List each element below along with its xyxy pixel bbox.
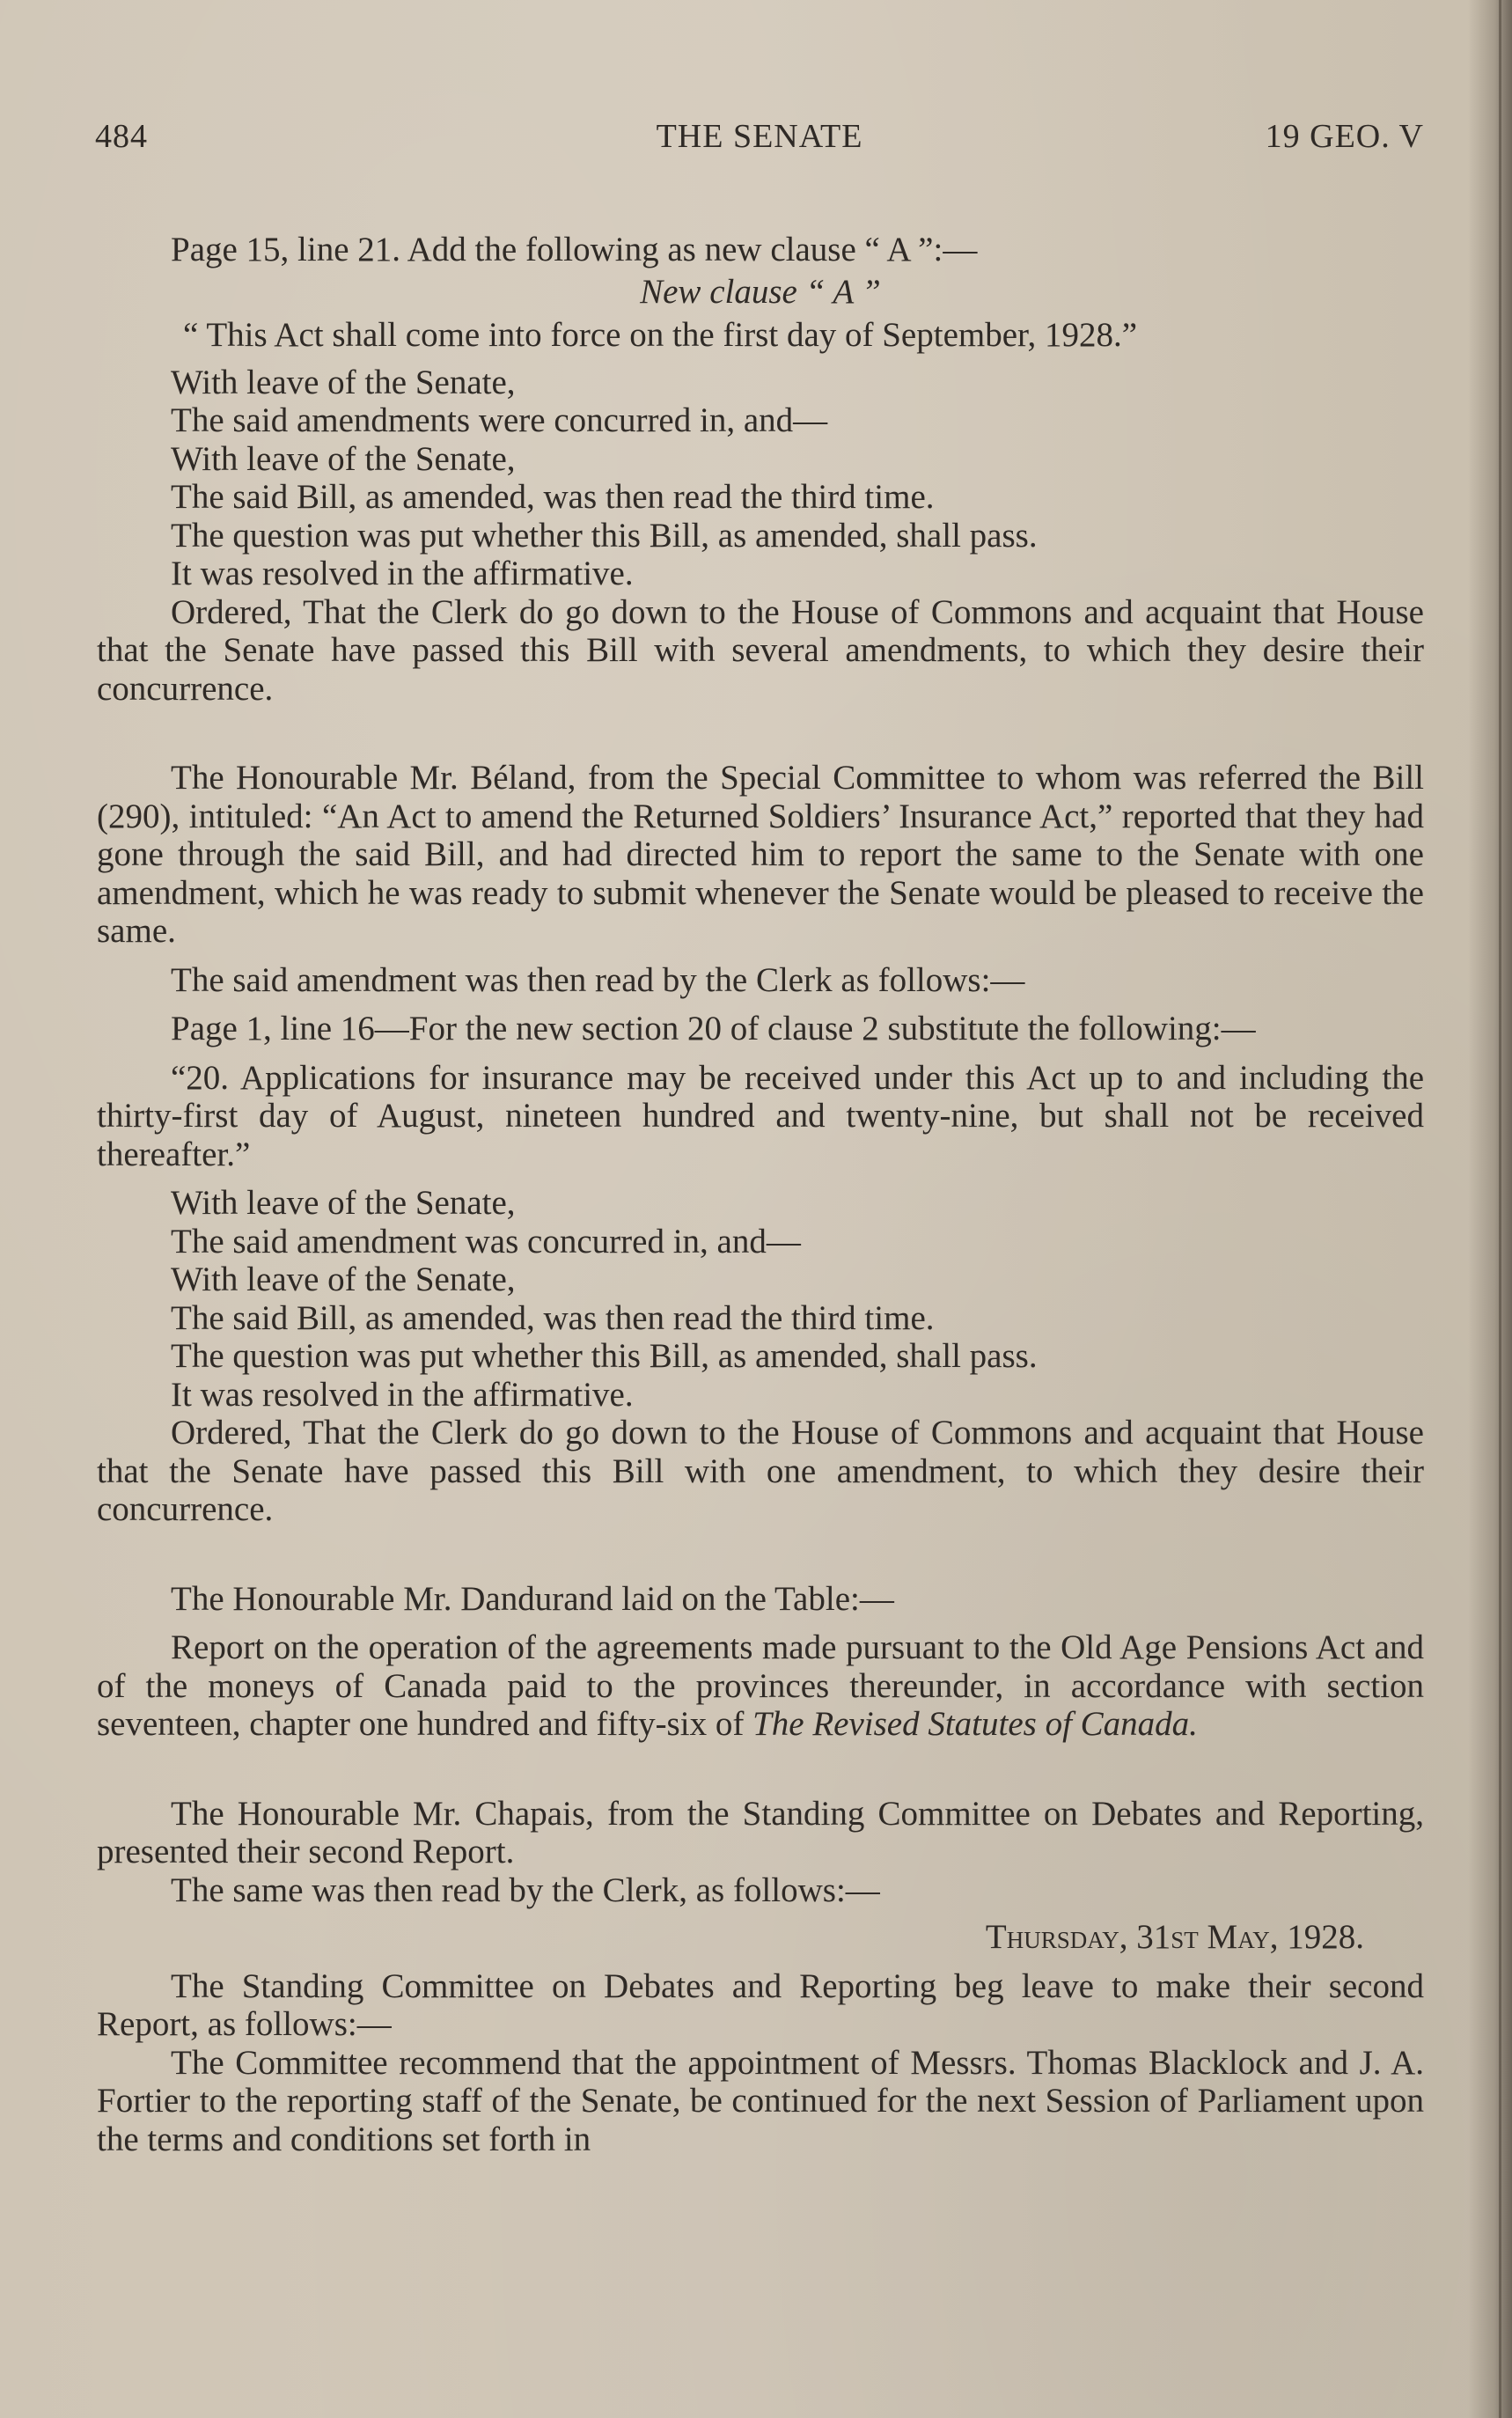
paragraph-gap xyxy=(97,999,1424,1010)
section-20-text: “20. Applications for insurance may be received under this Act up to and including the thirty-first day of August, nineteen hundred and twenty-nine, but shall not be received thereafter.” xyxy=(97,1058,1424,1173)
proceeding-line: It was resolved in the affirmative. xyxy=(171,555,634,592)
presented-paragraph: The Honourable Mr. Chapais, from the Standing Committee on Debates and Reporting, presented their second Report. xyxy=(97,1794,1424,1870)
proceeding-line: With leave of the Senate, xyxy=(171,439,516,478)
tabled-line: The Honourable Mr. Dandurand laid on the Table:— xyxy=(171,1579,894,1618)
report-read-line: The same was then read by the Clerk, as follows:— xyxy=(171,1870,880,1909)
amendment-read-line: The said amendment was then read by the Clerk as follows:— xyxy=(171,960,1025,999)
order-paragraph: Ordered, That the Clerk do go down to the House of Commons and acquaint that House that the Senate have passed this Bill with several amendments, to which they desire their concurrence. xyxy=(97,592,1424,708)
proceeding-line: The said Bill, as amended, was then read the third time. xyxy=(171,1298,935,1337)
page-edge-shadow xyxy=(1468,0,1512,2418)
proceeding-line: It was resolved in the affirmative. xyxy=(171,1375,634,1414)
proceeding-line: The said amendment was concurred in, and— xyxy=(171,1222,801,1260)
proceeding-line: With leave of the Senate, xyxy=(171,1260,516,1298)
paragraph-gap xyxy=(97,1048,1424,1059)
recommendation-paragraph: The Committee recommend that the appointment of Messrs. Thomas Blacklock and J. A. Fortier to the reporting staff of the Senate, be continued for the next Session of Parliament upon the terms and conditions set forth in xyxy=(97,2043,1424,2158)
report-date: Thursday, 31st May, 1928. xyxy=(985,1918,1364,1956)
report-intro: The Standing Committee on Debates and Reporting beg leave to make their second Report, as follows:— xyxy=(97,1966,1424,2043)
proceeding-line: The question was put whether this Bill, as amended, shall pass. xyxy=(171,516,1038,555)
statute-title: The Revised Statutes of Canada. xyxy=(752,1705,1198,1743)
report-text: Report on the operation of the agreements made pursuant to the Old Age Pensions Act and of the moneys of Canada paid to the provinces thereunder, in accordance with section seventeen, chapter one hundred and fifty-six of xyxy=(97,1628,1424,1743)
paragraph-gap xyxy=(97,951,1424,961)
proceeding-line: The said Bill, as amended, was then read the third time. xyxy=(171,478,935,516)
page-reference: Page 1, line 16—For the new section 20 of clause 2 substitute the following:— xyxy=(171,1010,1256,1047)
proceeding-line: With leave of the Senate, xyxy=(171,1184,516,1222)
paragraph-gap xyxy=(97,1618,1424,1628)
section-gap xyxy=(97,1744,1424,1795)
page-number: 484 xyxy=(95,118,148,155)
proceeding-line: The said amendments were concurred in, and— xyxy=(171,401,828,439)
proceeding-line: With leave of the Senate, xyxy=(171,363,516,401)
header-session: 19 GEO. V xyxy=(1265,118,1424,155)
report-paragraph xyxy=(97,1628,1424,1744)
order-paragraph: Ordered, That the Clerk do go down to the House of Commons and acquaint that House that the Senate have passed this Bill with one amendment, to which they desire their concurrence. xyxy=(97,1414,1424,1528)
amendment-instruction: Page 15, line 21. Add the following as new clause “ A ”:— xyxy=(171,231,978,268)
section-gap xyxy=(97,1529,1424,1580)
page-edge-line xyxy=(1499,0,1501,2418)
clause-heading: New clause “ A ” xyxy=(640,272,881,311)
paragraph-gap xyxy=(97,1173,1424,1184)
section-gap xyxy=(97,708,1424,759)
running-header xyxy=(95,117,1424,161)
proceeding-line: The question was put whether this Bill, as amended, shall pass. xyxy=(171,1337,1038,1375)
clause-text: “ This Act shall come into force on the first day of September, 1928.” xyxy=(183,316,1138,354)
committee-report-paragraph: The Honourable Mr. Béland, from the Special Committee to whom was referred the Bill (290), intituled: “An Act to amend the Returned Soldiers’ Insurance Act,” reported that they had gone through the said Bill, and had directed him to report the same to the Senate with one amendment, which he was ready to submit whenever the Senate would be pleased to receive the same. xyxy=(97,759,1424,950)
page-body xyxy=(97,231,1424,2158)
header-title: THE SENATE xyxy=(656,118,863,155)
